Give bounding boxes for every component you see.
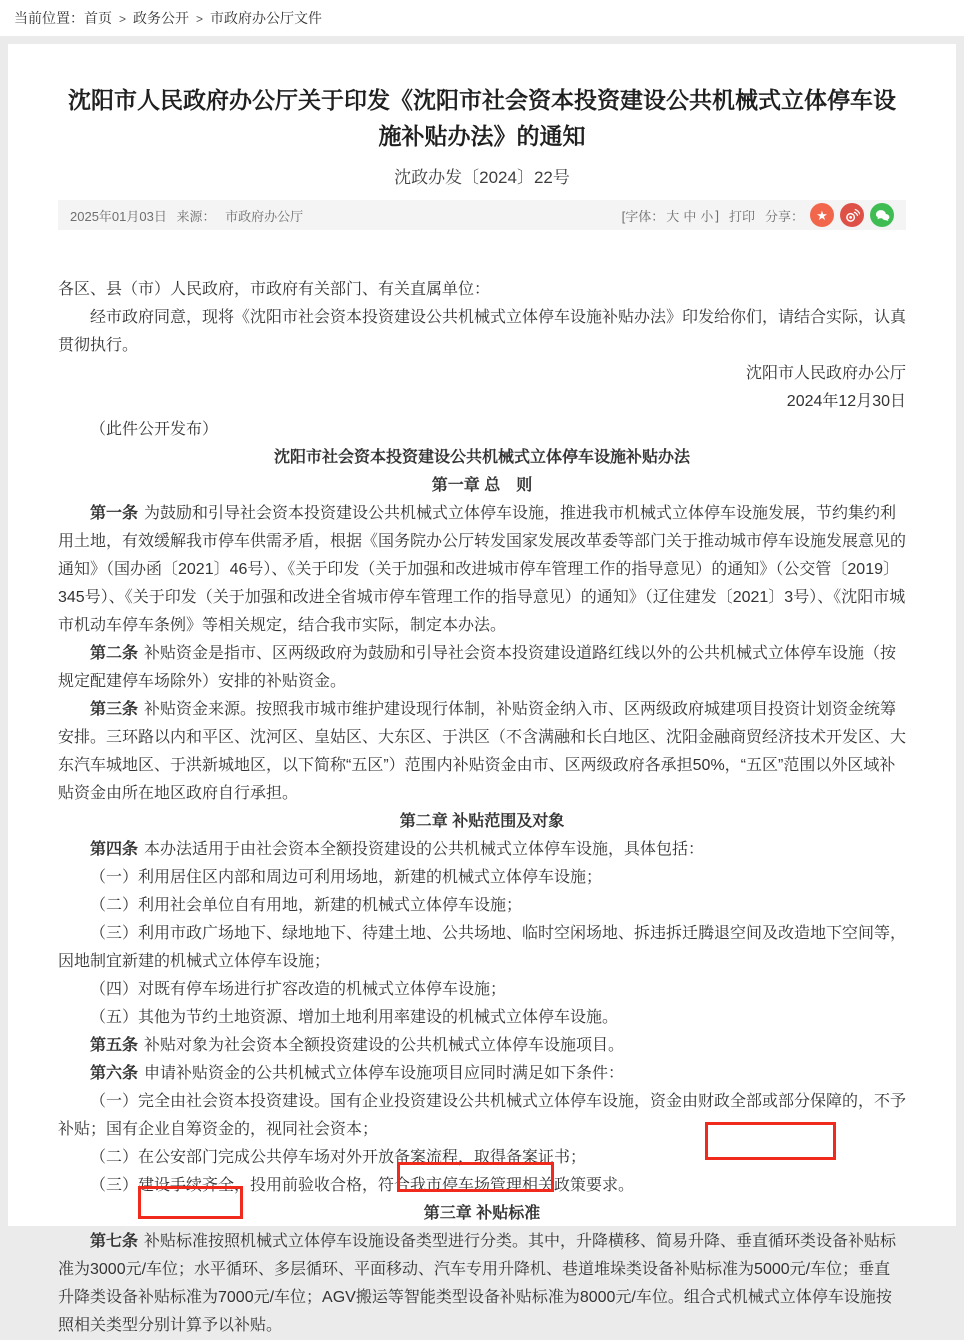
paragraph xyxy=(58,388,906,416)
clause-label: 第四条 xyxy=(90,841,139,858)
paragraph-text: （一）利用居住区内部和周边可利用场地，新建的机械式立体停车设施； xyxy=(90,869,603,886)
paragraph xyxy=(58,976,906,1004)
paragraph-text: 第一章 总 则 xyxy=(431,477,533,494)
breadcrumb xyxy=(0,0,964,36)
clause-paragraph xyxy=(58,1060,906,1088)
clause-label: 第二条 xyxy=(90,645,139,662)
paragraph-text: 经市政府同意，现将《沈阳市社会资本投资建设公共机械式立体停车设施补贴办法》印发给你们，请结合实际，认真贯彻执行。 xyxy=(58,309,907,354)
paragraph-text: 第二章 补贴范围及对象 xyxy=(399,813,565,830)
weibo-glyph xyxy=(845,208,860,223)
meta-right xyxy=(612,203,894,227)
paragraph-text: 申请补贴资金的公共机械式立体停车设施项目应同时满足如下条件： xyxy=(144,1065,625,1082)
paragraph-text: 沈阳市社会资本投资建设公共机械式立体停车设施补贴办法 xyxy=(273,449,690,466)
paragraph-text: （三）建设手续齐全，投用前验收合格，符合我市停车场管理相关政策要求。 xyxy=(90,1177,635,1194)
highlight-box-3 xyxy=(138,1186,243,1219)
breadcrumb-link-1[interactable]: 首页 xyxy=(84,10,112,26)
breadcrumb-link-2[interactable]: 政务公开 xyxy=(133,10,190,26)
paragraph-text: 补贴标准按照机械式立体停车设施设备类型进行分类。其中，升降横移、简易升降、垂直循环类设备补贴标准为3000元/车位；水平循环、多层循环、平面移动、汽车专用升降机、巷道堆垛类设备补贴标准为5000元/车位；垂直升降类设备补贴标准为7000元/车位；AGV搬运等智能类型设备补贴标准为8000元/车位。组合式机械式立体停车设施按照相关类型分别计算予以补贴。 xyxy=(58,1233,897,1334)
breadcrumb-label: 当前位置： xyxy=(14,10,84,26)
wechat-glyph xyxy=(875,208,890,223)
clause-label: 第三条 xyxy=(90,701,139,718)
source-label: 来源： xyxy=(176,208,216,224)
breadcrumb-link-3[interactable]: 市政府办公厅文件 xyxy=(210,10,323,26)
clause-paragraph xyxy=(58,836,906,864)
paragraph xyxy=(58,808,906,836)
paragraph xyxy=(58,416,906,444)
paragraph-text: （四）对既有停车场进行扩容改造的机械式立体停车设施； xyxy=(90,981,507,998)
breadcrumb-separator: > xyxy=(119,12,127,26)
paragraph-text: 沈阳市人民政府办公厅 xyxy=(745,365,906,382)
clause-paragraph xyxy=(58,696,906,808)
paragraph-text: （一）完全由社会资本投资建设。国有企业投资建设公共机械式立体停车设施，资金由财政全部或部分保障的，不予补贴；国有企业自筹资金的，视同社会资本； xyxy=(58,1093,907,1138)
paragraph-text: 补贴资金来源。按照我市城市维护建设现行体制，补贴资金纳入市、区两级政府城建项目投资计划资金统筹安排。三环路以内和平区、沈河区、皇姑区、大东区、于洪区（不含满融和长白地区、沈阳金融商贸经济技术开发区、大东汽车城地区、于洪新城地区，以下简称“五区”）范围内补贴资金由市、区两级政府各承担50%，“五区”范围以外区域补贴资金由所在地区政府自行承担。 xyxy=(58,701,907,802)
paragraph-text: 补贴资金是指市、区两级政府为鼓励和引导社会资本投资建设道路红线以外的公共机械式立体停车设施（按规定配建停车场除外）安排的补贴资金。 xyxy=(58,645,897,690)
clause-label: 第五条 xyxy=(90,1037,139,1054)
font-size-options xyxy=(664,206,715,225)
source-value: 市政府办公厅 xyxy=(225,208,304,224)
paragraph-text: 本办法适用于由社会资本全额投资建设的公共机械式立体停车设施，具体包括： xyxy=(144,841,705,858)
paragraph xyxy=(58,276,906,304)
paragraph-text: （二）在公安部门完成公共停车场对外开放备案流程，取得备案证书； xyxy=(90,1149,587,1166)
wechat-icon[interactable] xyxy=(870,203,894,227)
paragraph xyxy=(58,472,906,500)
paragraph xyxy=(58,1004,906,1032)
clause-label: 第一条 xyxy=(90,505,139,522)
paragraph-text: 第三章 补贴标准 xyxy=(423,1205,541,1222)
paragraph-text: （五）其他为节约土地资源、增加土地利用率建设的机械式立体停车设施。 xyxy=(90,1009,619,1026)
clause-paragraph xyxy=(58,1032,906,1060)
weibo-icon[interactable] xyxy=(840,203,864,227)
paragraph-text: （二）利用社会单位自有用地，新建的机械式立体停车设施； xyxy=(90,897,523,914)
paragraph-text: 为鼓励和引导社会资本投资建设公共机械式立体停车设施，推进我市机械式立体停车设施发展，节约集约利用土地，有效缓解我市停车供需矛盾，根据《国务院办公厅转发国家发展改革委等部门关于推动城市停车设施发展意见的通知》（国办函〔2021〕46号）、《关于印发（关于加强和改进城市停车管理工作的指导意见）的通知》（公交管〔2019〕345号）、《关于印发（关于加强和改进全省城市停车管理工作的指导意见）的通知》（辽住建发〔2021〕3号）、《沈阳市城市机动车停车条例》等相关规定，结合我市实际，制定本办法。 xyxy=(58,505,907,634)
page-title: 沈阳市人民政府办公厅关于印发《沈阳市社会资本投资建设公共机械式立体停车设施补贴办法》的通知 xyxy=(68,87,896,149)
print-button[interactable]: 打印 xyxy=(728,208,755,224)
doc-number: 沈政办发〔2024〕22号 xyxy=(394,168,570,187)
font-size-option-2[interactable]: 中 xyxy=(683,208,697,224)
clause-paragraph xyxy=(58,640,906,696)
clause-label: 第七条 xyxy=(90,1233,139,1250)
breadcrumb-items xyxy=(84,8,322,28)
article-card xyxy=(8,44,956,1334)
paragraph-text: 补贴对象为社会资本全额投资建设的公共机械式立体停车设施项目。 xyxy=(144,1037,625,1054)
font-size-option-1[interactable]: 大 xyxy=(666,208,680,224)
paragraph xyxy=(58,920,906,976)
paragraph-text: 各区、县（市）人民政府，市政府有关部门、有关直属单位： xyxy=(58,281,491,298)
publish-date: 2025年01月03日 xyxy=(70,208,167,224)
paragraph-text: （三）利用市政广场地下、绿地地下、待建土地、公共场地、临时空闲场地、拆违拆迁腾退空间及改造地下空间等，因地制宜新建的机械式立体停车设施； xyxy=(58,925,907,970)
paragraph-text: （此件公开发布） xyxy=(90,421,219,438)
paragraph xyxy=(58,864,906,892)
breadcrumb-separator: > xyxy=(196,12,204,26)
paragraph xyxy=(58,892,906,920)
paragraph xyxy=(58,444,906,472)
font-size-label-close: ] xyxy=(715,207,719,223)
paragraph xyxy=(58,360,906,388)
paragraph-text: 2024年12月30日 xyxy=(786,393,906,410)
qzone-icon[interactable]: ★ xyxy=(810,203,834,227)
clause-paragraph xyxy=(58,1228,906,1340)
font-size-option-3[interactable]: 小 xyxy=(700,208,714,224)
meta-bar xyxy=(58,200,906,230)
share-label: 分享： xyxy=(764,208,804,224)
highlight-box-1 xyxy=(705,1122,836,1160)
meta-left xyxy=(70,206,309,225)
clause-label: 第六条 xyxy=(90,1065,139,1082)
highlight-box-2 xyxy=(397,1162,554,1192)
font-size-label-open: [字体： xyxy=(621,208,665,224)
clause-paragraph xyxy=(58,500,906,640)
paragraph xyxy=(58,304,906,360)
